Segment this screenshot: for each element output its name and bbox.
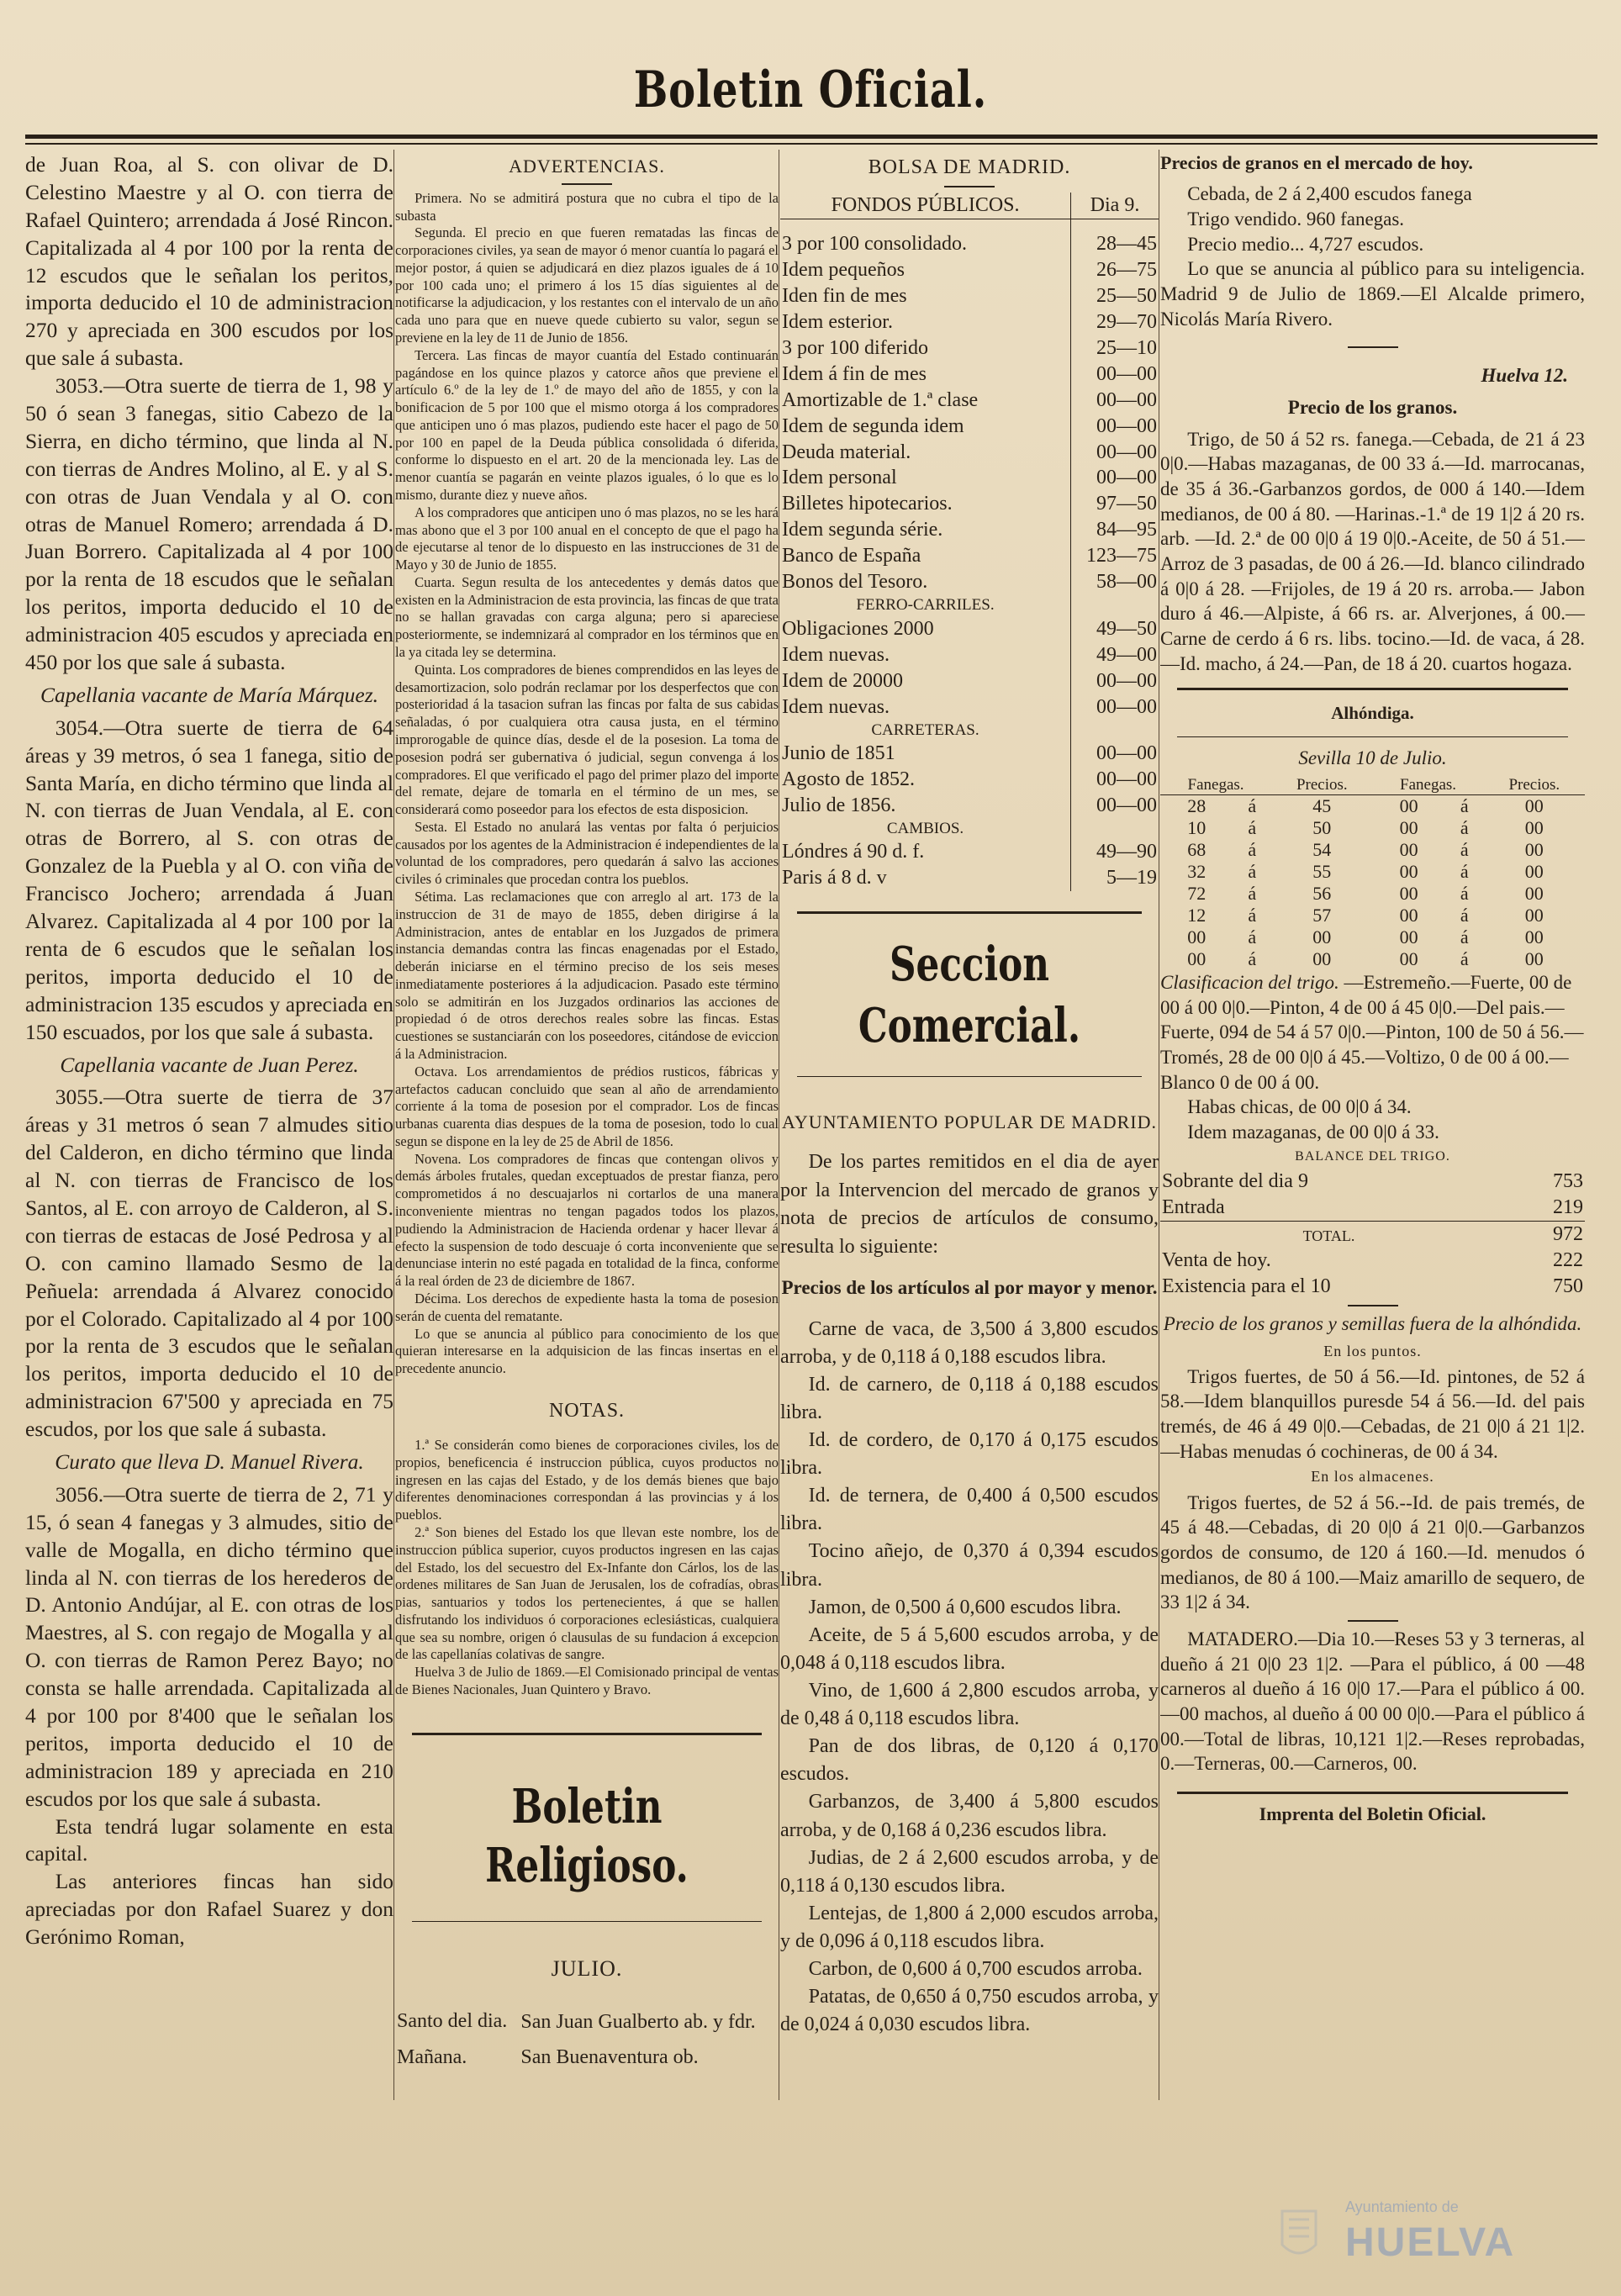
advertencias-heading: ADVERTENCIAS. [509, 156, 665, 177]
row-label: 3 por 100 consolidado. [782, 232, 967, 255]
lot-3056: 3056.—Otra suerte de tierra de 2, 71 y 15, ó sean 4 fanegas y 3 almudes, sitio de valle de Mogalla, en dicho término que linda al N. con tierras de los herederos de D. Antonio Andújar, al E. con otras de los Maestres, al S. con regajo de Mogalla y al O. con tierras de Ramon Perez Bayo; no consta se halle arrendada. Capitalizada al 4 por 100 por 8'400 que le señalan los peritos, importa deducido el 10 de administracion 189 y apreciada en 210 escudos por los que sale á subasta. [25, 1481, 393, 1811]
column-header: Precios. [1484, 776, 1585, 795]
row-value: 5—19 [1071, 865, 1159, 891]
grid-cell: 00 [1524, 905, 1544, 926]
price-item: Lentejas, de 1,800 á 2,000 escudos arroba, y de 0,096 á 0,118 escudos libra. [780, 1902, 1159, 1952]
grid-cell: 00 [1524, 948, 1544, 969]
row-value: 25—50 [1071, 283, 1159, 309]
section-heading: BALANCE DEL TRIGO. [1295, 1148, 1450, 1164]
row-value: 97—50 [1071, 491, 1159, 517]
price-item: Pan de dos libras, de 0,120 á 0,170 escudos. [780, 1735, 1159, 1786]
table-row [780, 283, 1159, 309]
table-row [780, 543, 1159, 569]
row-label: 3 por 100 diferido [782, 336, 928, 359]
row-label: Julio de 1856. [782, 794, 896, 816]
price-item: Id. de cordero, de 0,170 á 0,175 escudos libra. [780, 1428, 1159, 1480]
grid-cell: 00 [1399, 948, 1418, 969]
bolsa-heading: BOLSA DE MADRID. [868, 156, 1071, 178]
table-row [780, 231, 1159, 257]
table-row [780, 491, 1159, 517]
grid-cell: 00 [1187, 926, 1207, 948]
total-value: 972 [1497, 1222, 1585, 1248]
table-row [780, 309, 1159, 335]
row-label: Idem á fin de mes [782, 362, 927, 385]
paragraph: Trigo, de 50 á 52 rs. fanega.—Cebada, de 21 á 23 0|0.—Habas mazaganas, de 00 33 á.—Id. marrocanas, de 35 á 36.-Garbanzos gordos, de 000 á 140.—Idem medianos, de 00 á 80. —Harinas.-1.ª de 19 1|2 á 20 rs. arb. —Id. 2.ª de 00 0|0 á 19 0|0.-Aceite, de 50 á 51.—Arroz de 3 pasadas, de 00 á 26.—Id. blanco cilindrado á 0|0 á 28. —Frijoles, de 19 á 20 rs. arroba.— Jabon duro á 46.—Alpiste, á 66 rs. ar. Alverjones, á 00.—Carne de cerdo á 6 rs. libs. tocino.—Id. de vaca, á 28. —Id. macho, á 24.—Pan, de 18 á 20. cuartos hogaza. [1160, 428, 1585, 674]
table-row [780, 414, 1159, 440]
table-row [780, 388, 1159, 414]
saints-table [395, 2008, 779, 2071]
column-header: FONDOS PÚBLICOS. [780, 193, 1071, 219]
grid-cell: 00 [1399, 926, 1418, 948]
table-row [1160, 948, 1585, 970]
table-row [1160, 1274, 1585, 1300]
balance-table [1160, 1169, 1585, 1300]
table-row [395, 2036, 779, 2070]
nota: 2.ª Son bienes del Estado los que llevan este nombre, los de instruccion pública superior, cuyos productos ingresen en las cajas del Estado, los del secuestro del Ex-Infante don Cárlos, los de las ordenes militares de San Juan de Jerusalen, los de cofradías, obras pias, santuarios y todos los pertenecientes, á que se hallen disfrutando los individuos ó corporaciones eclesiásticas, cualquiera que sea su nombre, origen ó clausulas de su fundacion á excepcion de las capellanías colativas de sangre. [395, 1523, 779, 1663]
advertencia: Primera. No se admitirá postura que no cubra el tipo de la subasta [395, 189, 779, 224]
paragraph: Cebada, de 2 á 2,400 escudos fanega [1187, 183, 1472, 205]
table-row [1160, 1222, 1585, 1248]
section-heading: Capellania vacante de Juan Perez. [60, 1052, 359, 1077]
row-value: 750 [1553, 1275, 1583, 1297]
divider [944, 186, 995, 187]
grid-cell: 28 [1187, 795, 1207, 817]
table-row [1160, 1248, 1585, 1274]
row-value: 123—75 [1071, 543, 1159, 569]
row-value: 25—10 [1071, 335, 1159, 362]
grid-cell: 12 [1187, 905, 1207, 926]
table-row [780, 257, 1159, 283]
table-row [780, 793, 1159, 819]
advertencia: Novena. Los compradores de fincas que contengan olivos y demás árboles frutales, quedan exceptuados de prestar fianza, pero comprometidos á no descuajarlos ni cortarlos de una manera inconveniente mientras no tengan pagados todos los plazos, pudiendo la Administracion de Hacienda ordenar y hacer llevar á efecto la suspension de todo descuaje ó corta inconveniente que se denunciase interin no esté pagada en totalidad de la finca, conforme á la real órden de 23 de diciembre de 1867. [395, 1150, 779, 1290]
row-value: 00—00 [1071, 793, 1159, 819]
paragraph: Lo que se anuncia al público para su inteligencia. Madrid 9 de Julio de 1869.—El Alcalde primero, Nicolás María Rivero. [1160, 258, 1585, 330]
paragraph: Precio medio... 4,727 escudos. [1187, 233, 1424, 255]
grid-cell: 57 [1312, 905, 1332, 926]
price-item: Tocino añejo, de 0,370 á 0,394 escudos libra. [780, 1540, 1159, 1591]
table-row [1160, 861, 1585, 883]
group-heading: CARRETERAS. [871, 720, 979, 739]
price-item: Garbanzos, de 3,400 á 5,800 escudos arroba, y de 0,168 á 0,236 escudos libra. [780, 1791, 1159, 1841]
row-label: Idem personal [782, 467, 897, 489]
grid-cell: 00 [1524, 839, 1544, 861]
row-label: Bonos del Tesoro. [782, 571, 928, 594]
row-label: Venta de hoy. [1162, 1249, 1271, 1272]
row-label: Sobrante del dia 9 [1162, 1170, 1308, 1193]
section-heading: Curato que lleva D. Manuel Rivera. [55, 1449, 364, 1474]
row-label: Existencia para el 10 [1162, 1275, 1331, 1297]
grid-cell: 00 [1524, 795, 1544, 817]
row-label: Deuda material. [782, 441, 911, 463]
row-value: 29—70 [1071, 309, 1159, 335]
row-label: Iden fin de mes [782, 284, 907, 307]
paragraph: De los partes remitidos en el dia de ayer por la Intervencion del mercado de granos y nota de precios de artículos de consumo, resulta lo siguiente: [780, 1150, 1159, 1258]
table-row [780, 865, 1159, 891]
table-row [1160, 795, 1585, 817]
paragraph: MATADERO.—Dia 10.—Reses 53 y 3 terneras, al dueño á 21 0|0 23 1|2. —Para el público, á 00 —48 carneros al dueño á 16 0|0 17.—Para el público á 00.—00 machos, al dueño á 00 00 0|0.—Para el público á 00.—Total de libras, 10,121 1|2.—Reses reprobadas, 0.—Terneras, 00.—Carneros, 00. [1160, 1628, 1585, 1775]
grid-cell: 72 [1187, 883, 1207, 905]
row-value: 753 [1553, 1170, 1583, 1193]
row-label: Banco de España [782, 545, 921, 567]
divider [1348, 1620, 1398, 1622]
section-heading: Precio de los granos y semillas fuera de la alhóndida. [1163, 1312, 1582, 1334]
paragraph: Idem mazaganas, de 00 0|0 á 33. [1187, 1121, 1439, 1143]
table-row [780, 440, 1159, 466]
divider [1348, 1305, 1398, 1306]
table-header [780, 193, 1159, 219]
grid-cell: 00 [1524, 883, 1544, 905]
advertencia: Sétima. Las reclamaciones que con arreglo al art. 173 de la instruccion de 31 de mayo de 1855, deben dirigirse á la Administracion, antes de entablar en los Juzgados de primera instancia demandas contra las fincas enagenadas por el Estado, deberán iniciarse en el término preciso de los seis meses inmediatamente posteriores á la adjudicacion. Pasado este término solo se admitirán en los Juzgados ordinarios las acciones de propiedad ó de otros derechos reales sobre las fincas. Estas cuestiones se sustanciarán con los poseedores, citándose de eviccion á la Administracion. [395, 888, 779, 1062]
row-label: Idem nuevas. [782, 695, 890, 718]
grid-cell: á [1460, 948, 1469, 969]
masthead-rule [25, 135, 1597, 139]
grid-cell: 00 [1312, 948, 1332, 969]
paragraph: Las anteriores fincas han sido apreciadas por don Rafael Suarez y don Gerónimo Roman, [25, 1869, 393, 1950]
divider [797, 911, 1142, 914]
grid-cell: 56 [1312, 883, 1332, 905]
grid-cell: á [1248, 926, 1257, 948]
ayuntamiento-heading: AYUNTAMIENTO POPULAR DE MADRID. [781, 1111, 1158, 1132]
paragraph: —Estremeño.—Fuerte, 00 de 00 á 00 0|0.—Pinton, 4 de 00 á 45 0|0.—Del pais.— Fuerte, 094 de 54 á 57 0|0.—Pinton, 100 de 50 á 56.—Tromés, 28 de 00 0|0 á 45.—Voltizo, 0 de 00 á 00.—Blanco 0 de 00 á 00. [1160, 971, 1584, 1093]
row-label: Amortizable de 1.ª clase [782, 388, 979, 411]
row-value: 28—45 [1071, 231, 1159, 257]
paragraph: de Juan Roa, al S. con olivar de D. Celestino Maestre y al O. con tierra de Rafael Quintero; arrendada á José Rincon. Capitalizada al 4 por 100 por la renta de 12 escudos que le señalan los peritos, importa deducido el 10 de administracion 270 y apreciada en 300 escudos por los que sale á subasta. [25, 152, 393, 371]
row-value: 00—00 [1071, 362, 1159, 388]
row-label: Idem esterior. [782, 310, 893, 333]
grid-cell: á [1460, 861, 1469, 883]
row-value: 84—95 [1071, 517, 1159, 543]
grid-cell: 00 [1399, 795, 1418, 817]
watermark-name: Ayuntamiento de [1345, 2198, 1459, 2215]
row-label: Entrada [1162, 1196, 1225, 1219]
table-row [1160, 839, 1585, 861]
column-1 [25, 151, 393, 2077]
lot-3055: 3055.—Otra suerte de tierra de 37 áreas y 31 metros ó sean 7 almudes sitio del Calderon, en dicho término que linda al N. con tierras de Francisco de los Santos, al E. con arroyo de Calderon, al S. con tierras de estacas de José Pedrosa y al O. con camino llamado Sesmo de la Peñuela: arrendada á Alvarez conocido por el Colorado. Capitalizado al 4 por 100 por la renta de 3 escudos que le señalan los peritos, importa deducido el 10 de administracion 67'500 y apreciada en 75 escudos, por los que sale á subasta. [25, 1085, 393, 1442]
row-label: Idem nuevas. [782, 643, 890, 666]
month-heading: JULIO. [551, 1956, 623, 1981]
paragraph: Trigos fuertes, de 50 á 56.—Id. pintones, de 52 á 58.—Idem blanquillos puresde 54 á 56.—Id. del pais tremés, de 46 á 49 0|0.—Cebadas, de 21 0|0 á 21 1|2.—Habas menudas ó cochineras, de 00 á 34. [1160, 1365, 1585, 1462]
column-3 [780, 151, 1159, 2110]
table-row [780, 767, 1159, 793]
table-row [395, 2008, 779, 2037]
grid-cell: 55 [1312, 861, 1332, 883]
grid-cell: 50 [1312, 817, 1332, 839]
table-row [1160, 926, 1585, 948]
section-heading: Precios de granos en el mercado de hoy. [1160, 152, 1473, 173]
total-label: TOTAL. [1160, 1222, 1497, 1248]
row-value: 49—50 [1071, 616, 1159, 642]
grid-cell: á [1248, 817, 1257, 839]
grid-cell: á [1460, 883, 1469, 905]
advertencia: Décima. Los derechos de expediente hasta la toma de posesion serán de cuenta del rematante. [395, 1290, 779, 1324]
grid-cell: 00 [1524, 926, 1544, 948]
advertencia: A los compradores que anticipen uno ó mas plazos, no se les hará mas abono que el 3 por 100 anual en el concepto de que el pago ha de ejecutarse al tenor de lo dispuesto en las instrucciones de 31 de Mayo y 30 de Junio de 1855. [395, 504, 779, 573]
divider [412, 1921, 762, 1922]
row-label: Idem de 20000 [782, 669, 903, 692]
row-value: 219 [1553, 1196, 1583, 1219]
grid-cell: 00 [1187, 948, 1207, 969]
divider [562, 183, 612, 185]
notas-heading: NOTAS. [548, 1399, 626, 1422]
grid-cell: 00 [1312, 926, 1332, 948]
price-item: Patatas, de 0,650 á 0,750 escudos arroba, y de 0,024 á 0,030 escudos libra. [780, 1986, 1159, 2036]
section-heading: Precio de los granos. [1287, 396, 1458, 418]
paragraph: Trigo vendido. 960 fanegas. [1187, 208, 1405, 230]
grid-cell: 54 [1312, 839, 1332, 861]
row-value: 00—00 [1071, 767, 1159, 793]
table-row [1160, 1195, 1585, 1221]
grid-cell: 32 [1187, 861, 1207, 883]
nota: 1.ª Se considerán como bienes de corporaciones civiles, los de propios, beneficencia é instruccion pública, cuyos productos no ingresen en las cajas del Estado, y de los demás bienes que bajo diferentes denominaciones correspondan á las provincias y á los pueblos. [395, 1437, 779, 1523]
advertencia: Lo que se anuncia al público para conocimiento de los que quieran interesarse en la adquisicion de las fincas insertas en el precedente anuncio. [395, 1325, 779, 1377]
row-value: 26—75 [1071, 257, 1159, 283]
divider [412, 1733, 762, 1735]
divider [1177, 688, 1568, 690]
saint-value: San Buenaventura ob. [520, 2046, 699, 2069]
saint-label: Santo del dia. [397, 2009, 508, 2032]
quotes-table [780, 193, 1159, 891]
table-row [780, 517, 1159, 543]
dateline: Huelva 12. [1481, 365, 1568, 387]
row-value: 49—90 [1071, 839, 1159, 865]
advertencia: Segunda. El precio en que fueren rematadas las fincas de corporaciones civiles, ya sean de mayor ó menor cuantía lo pagará el mejor postor, á quien se adjudicará en diez plazos iguales de á 10 por 100 cada uno; el primero á los 15 días siguientes al de notificarse la adjudicacion, y los restantes con el intervalo de un año cada uno para que en nueve quede cubierto su valor, segun se previene en la ley de 11 de Junio de 1856. [395, 224, 779, 346]
signature: Huelva 3 de Julio de 1869.—El Comisionado principal de ventas de Bienes Nacionales, Juan Quintero y Bravo. [395, 1664, 779, 1698]
row-label: Lóndres á 90 d. f. [782, 841, 925, 863]
row-label: Junio de 1851 [782, 742, 895, 765]
column-header: Fanegas. [1160, 776, 1271, 795]
alhondiga-heading: Alhóndiga. [1331, 703, 1414, 724]
masthead-rule-thin [25, 143, 1597, 145]
saint-label: Mañana. [397, 2046, 467, 2069]
advertencia: Tercera. Las fincas de mayor cuantía del Estado continuarán pagándose en los quince plazos y catorce años que previene el artículo 6.º de la ley de 1.º de mayo del año de 1855, y con la bonificacion de 5 por 100 que el mismo otorga á los compradores que anticipen uno ó mas plazos, pudiendo este hacer el pago de 50 por 100 en papel de la Deuda pública consolidada ó diferida, conforme lo dispuesto en el art. 20 de la mencionada ley. Las de menor cuantía se pagarán en veinte plazos iguales, ó lo que es lo mismo, durante diez y nueve años. [395, 346, 779, 503]
price-item: Aceite, de 5 á 5,600 escudos arroba, y de 0,048 á 0,118 escudos libra. [780, 1623, 1159, 1674]
imprenta-footer: Imprenta del Boletin Oficial. [1259, 1802, 1486, 1824]
grid-cell: 00 [1524, 817, 1544, 839]
price-item: Id. de carnero, de 0,118 á 0,188 escudos libra. [780, 1373, 1159, 1423]
table-row [780, 335, 1159, 362]
paragraph: Habas chicas, de 00 0|0 á 34. [1187, 1096, 1412, 1118]
group-heading: FERRO-CARRILES. [856, 596, 995, 615]
grid-cell: á [1248, 861, 1257, 883]
lot-3053: 3053.—Otra suerte de tierra de 1, 98 y 50 ó sean 3 fanegas, sitio Cabezo de la Sierra, en dicho término, que linda al N. con tierras de Andres Molino, al E. y al S. con otras de Juan Vendala y al O. con otras de Manuel Romero; arrendada á D. Juan Borrero. Capitalizada al 4 por 100 por la renta de 18 escudos que le señalan los peritos, importa deducido el 10 de administracion 405 escudos y apreciada en 450 por los que sale á subasta. [25, 373, 393, 675]
column-2 [395, 151, 779, 2102]
masthead-title: Boletin Oficial. [633, 61, 988, 119]
price-item: Carne de vaca, de 3,500 á 3,800 escudos arroba, y de 0,118 á 0,188 escudos libra. [780, 1317, 1159, 1368]
row-value: 00—00 [1071, 440, 1159, 466]
advertencia: Cuarta. Segun resulta de los antecedentes y demás datos que existen en la Administracion de esta provincia, las fincas de que trata no se hallan gravadas con carga alguna; pero si apareciese posteriormente, se indemnizará al comprador en los términos que en la ya citada ley se determina. [395, 573, 779, 661]
grid-cell: 00 [1399, 883, 1418, 905]
table-row [1160, 817, 1585, 839]
table-row [780, 569, 1159, 595]
row-value: 00—00 [1071, 741, 1159, 767]
grid-cell: á [1248, 795, 1257, 817]
grid-cell: 10 [1187, 817, 1207, 839]
table-row [780, 839, 1159, 865]
column-header: Dia 9. [1071, 193, 1159, 219]
row-label: Obligaciones 2000 [782, 617, 934, 640]
subheading: En los puntos. [1323, 1342, 1422, 1359]
row-value: 00—00 [1071, 694, 1159, 720]
paragraph: Trigos fuertes, de 52 á 56.--Id. de pais tremés, de 45 á 48.—Cebadas, di 20 0|0 á 21 0|0.—Garbanzos gordos de consumo, de 120 á 160.—Id. menudos ó medianos, de 80 á 100.—Maiz amarillo de sequero, de 33 1|2 á 34. [1160, 1491, 1585, 1613]
divider [1177, 1792, 1568, 1794]
advertencia: Octava. Los arrendamientos de prédios rusticos, fábricas y artefactos caducan concluido que sean al año de arrendamiento corriente á la toma de posesion por el comprador. Los de fincas urbanas cuarenta dias despues de la toma de posesion, todo lo cual segun se dispone en la ley de 25 de Abril de 1856. [395, 1063, 779, 1149]
seccion-comercial-title: Seccion Comercial. [858, 937, 1081, 1053]
row-label: Paris á 8 d. v [782, 867, 887, 889]
dateline: Sevilla 10 de Julio. [1298, 747, 1447, 769]
divider [797, 1076, 1142, 1077]
row-value: 00—00 [1071, 388, 1159, 414]
column-header: Precios. [1271, 776, 1372, 795]
grid-cell: á [1248, 883, 1257, 905]
grid-cell: 00 [1399, 839, 1418, 861]
column-header: Fanegas. [1372, 776, 1483, 795]
paragraph: Esta tendrá lugar solamente en esta capital. [25, 1813, 393, 1866]
table-row [780, 741, 1159, 767]
grid-cell: á [1248, 839, 1257, 861]
table-row [1160, 905, 1585, 926]
column-4 [1160, 151, 1585, 2110]
grid-cell: 00 [1399, 817, 1418, 839]
grid-cell: á [1248, 948, 1257, 969]
row-label: Idem segunda série. [782, 519, 943, 541]
table-row [780, 465, 1159, 491]
watermark-brand: HUELVA [1345, 2220, 1516, 2265]
boletin-religioso-title: Boletin Religioso. [485, 1778, 689, 1894]
price-item: Jamon, de 0,500 á 0,600 escudos libra. [808, 1596, 1122, 1618]
row-label: Idem pequeños [782, 258, 905, 281]
grid-cell: á [1460, 839, 1469, 861]
grid-cell: á [1460, 926, 1469, 948]
lot-3054: 3054.—Otra suerte de tierra de 64 áreas y 39 metros, ó sea 1 fanega, sitio de Santa María, en dicho término que linda al N. con tierras de Juan Vendala, al E. con otras de Borrero, al S. con otras de Gonzalez de la Puebla y al O. con viña de Francisco Jochero; arrendada á Juan Alvarez. Capitalizada al 4 por 100 por la renta de 6 escudos que le señalan los peritos, importa deducido el 10 de administracion 135 escudos y apreciada en 150 escuados, por los que sale á subasta. [25, 715, 393, 1044]
row-label: Agosto de 1852. [782, 768, 915, 791]
grid-cell: á [1460, 817, 1469, 839]
table-header [1160, 776, 1585, 795]
row-label: Billetes hipotecarios. [782, 493, 953, 515]
grain-table [1160, 776, 1585, 970]
grid-cell: 00 [1524, 861, 1544, 883]
table-row [780, 642, 1159, 668]
table-row [780, 362, 1159, 388]
advertencia: Quinta. Los compradores de bienes comprendidos en las leyes de desamortizacion, solo podrán reclamar por los desperfectos que con posterioridad á la tasacion sufran las fincas por falta de sus cabidas señaladas, ó por cualquiera otra causa justa, en el término improrogable de quince días, desde el de la posesion. La toma de posesion podrá ser gubernativa ó judicial, segun convenga á los compradores. El que verificado el pago del primer plazo del importe del remate, dejare de tomarla en el término de un mes, se considerará como poseedor para los efectos de esta disposicion. [395, 661, 779, 818]
row-label: Idem de segunda idem [782, 414, 964, 437]
price-item: Carbon, de 0,600 á 0,700 escudos arroba. [808, 1958, 1143, 1981]
grid-cell: 00 [1399, 861, 1418, 883]
table-row [1160, 883, 1585, 905]
column-divider [393, 150, 394, 2100]
grid-cell: á [1248, 905, 1257, 926]
subheading: En los almacenes. [1311, 1468, 1434, 1486]
table-row [780, 616, 1159, 642]
price-item: Id. de ternera, de 0,400 á 0,500 escudos libra. [780, 1485, 1159, 1535]
table-row [780, 694, 1159, 720]
group-heading: CAMBIOS. [886, 819, 964, 837]
price-item: Judias, de 2 á 2,600 escudos arroba, y de 0,118 á 0,130 escudos libra. [780, 1846, 1159, 1897]
section-heading: Clasificacion del trigo. [1160, 971, 1339, 993]
grid-cell: á [1460, 795, 1469, 817]
row-value: 49—00 [1071, 642, 1159, 668]
grid-cell: 00 [1399, 905, 1418, 926]
divider [1177, 736, 1568, 737]
grid-cell: 45 [1312, 795, 1332, 817]
row-value: 00—00 [1071, 465, 1159, 491]
price-item: Vino, de 1,600 á 2,800 escudos arroba, y de 0,48 á 0,118 escudos libra. [780, 1679, 1159, 1730]
section-heading: Precios de los artículos al por mayor y menor. [781, 1277, 1158, 1299]
section-heading: Capellania vacante de María Márquez. [40, 682, 379, 707]
row-value: 58—00 [1071, 569, 1159, 595]
advertencia: Sesta. El Estado no anulará las ventas por falta ó perjuicios causados por los agentes de la Administracion é independientes de la voluntad de los compradores, pero quedarán á salvo las acciones civiles ó criminales que procedan contra los pueblos. [395, 818, 779, 888]
row-value: 00—00 [1071, 668, 1159, 694]
row-value: 00—00 [1071, 414, 1159, 440]
table-row [780, 668, 1159, 694]
row-value: 222 [1553, 1249, 1583, 1272]
divider [1348, 346, 1398, 348]
saint-value: San Juan Gualberto ab. y fdr. [520, 2010, 756, 2033]
grid-cell: 68 [1187, 839, 1207, 861]
grid-cell: á [1460, 905, 1469, 926]
table-row [1160, 1169, 1585, 1195]
